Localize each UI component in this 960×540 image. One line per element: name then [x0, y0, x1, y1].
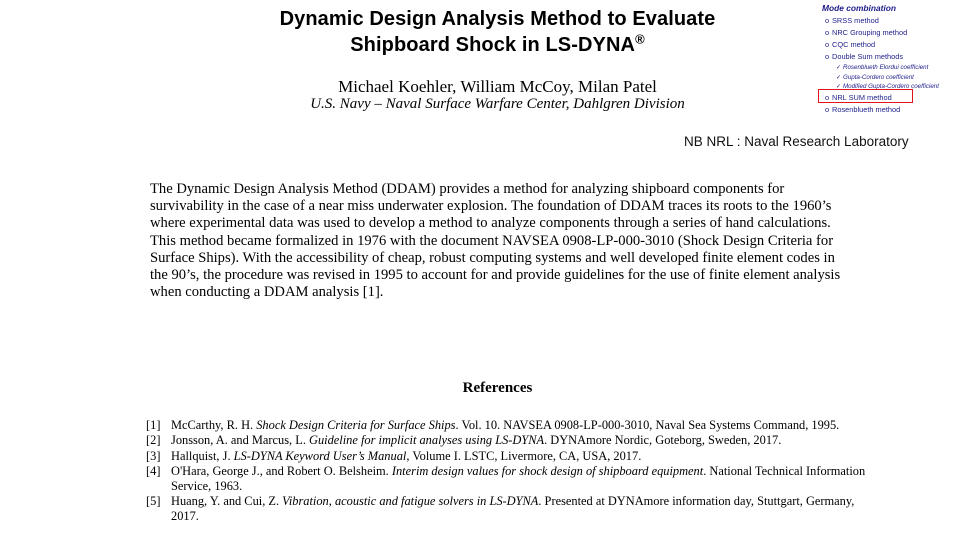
references-list	[146, 418, 866, 525]
mode-option-label: CQC method	[832, 40, 876, 49]
reference-item	[146, 494, 866, 524]
radio-icon: o	[825, 16, 830, 25]
affiliation: U.S. Navy – Naval Surface Warfare Center, Dahlgren Division	[310, 96, 685, 112]
radio-icon: o	[825, 104, 830, 114]
mode-option-double-sum[interactable]	[825, 51, 957, 63]
radio-icon: o	[825, 52, 830, 61]
reference-details: . National Technical Information Service, 1963.	[171, 464, 866, 493]
title-line-1: Dynamic Design Analysis Method to Evaluate	[279, 8, 716, 30]
reference-authors: Huang, Y. and Cui, Z.	[171, 494, 283, 509]
reference-text	[171, 449, 866, 464]
check-icon: ✓	[836, 73, 842, 81]
nrl-note: NB NRL : Naval Research Laboratory	[684, 134, 909, 149]
title-line-2-text: Shipboard Shock in LS-DYNA	[350, 34, 636, 56]
reference-item	[146, 449, 866, 464]
mode-suboption-rosenblueth-elordui[interactable]	[836, 63, 957, 73]
check-icon: ✓	[836, 64, 842, 71]
reference-text	[171, 418, 866, 433]
reference-number: [5]	[146, 494, 161, 509]
reference-number: [4]	[146, 464, 161, 479]
mode-option-label: Double Sum methods	[832, 52, 904, 61]
registered-mark: ®	[635, 31, 645, 47]
title-line-2	[200, 32, 795, 58]
mode-option-label: SRSS method	[832, 16, 879, 25]
reference-item	[146, 418, 866, 433]
mode-combination-title: Mode combination	[822, 3, 896, 13]
reference-title: Shock Design Criteria for Surface Ships	[256, 418, 456, 432]
radio-icon: o	[825, 92, 830, 102]
reference-title: LS-DYNA Keyword User’s Manual	[233, 448, 407, 463]
reference-authors: O'Hara, George J., and Robert O. Belsheim.	[171, 464, 392, 479]
reference-text	[171, 464, 866, 494]
references-heading: References	[462, 380, 533, 396]
reference-title: Guideline for implicit analyses using LS-DYNA	[309, 433, 545, 448]
reference-authors: McCarthy, R. H.	[171, 418, 257, 432]
mode-option-label: Rosenblueth method	[832, 104, 901, 114]
reference-details: . DYNAmore Nordic, Goteborg, Sweden, 2017.	[544, 433, 782, 448]
mode-option-rosenblueth[interactable]	[825, 104, 957, 116]
reference-details: , Volume I. LSTC, Livermore, CA, USA, 2017.	[406, 448, 642, 463]
nrl-sum-highlight-box	[818, 89, 913, 103]
mode-suboption-gupta-cordero[interactable]	[836, 73, 957, 83]
mode-option-cqc[interactable]	[825, 39, 957, 51]
check-icon: ✓	[836, 83, 842, 90]
reference-details: . Vol. 10. NAVSEA 0908-LP-000-3010, Naval Sea Systems Command, 1995.	[455, 418, 840, 432]
reference-item	[146, 464, 866, 494]
reference-authors: Hallquist, J.	[171, 448, 234, 463]
paper-title	[200, 6, 795, 58]
authors: Michael Koehler, William McCoy, Milan Patel	[338, 77, 657, 96]
mode-option-srss[interactable]	[825, 15, 957, 27]
abstract: The Dynamic Design Analysis Method (DDAM) provides a method for analyzing shipboard components for survivability in the case of a near miss underwater explosion. The foundation of DDAM traces its roots to the 1960’s where experimental data was used to develop a method to analyze components through a series of hand calculations. This method became formalized in 1976 with the document NAVSEA 0908-LP-000-3010 (Shock Design Criteria for Surface Ships). With the accessibility of cheap, robust computing systems and well developed finite element codes in the 90’s, the procedure was revised in 1995 to account for and provide guidelines for the use of finite element analysis when conducting a DDAM analysis [1].	[150, 181, 841, 301]
reference-title: Vibration, acoustic and fatigue solvers in LS-DYNA	[282, 494, 539, 509]
radio-icon: o	[825, 28, 830, 37]
reference-number: [3]	[146, 448, 161, 463]
mode-suboption-label: Rosenblueth Elordui coefficient	[843, 64, 929, 71]
reference-text	[171, 433, 866, 448]
mode-option-nrc-grouping[interactable]	[825, 27, 957, 39]
reference-text	[171, 494, 866, 524]
reference-title: Interim design values for shock design of shipboard equipment	[391, 464, 704, 479]
mode-suboption-label: Gupta-Cordero coefficient	[843, 73, 914, 81]
reference-number: [1]	[146, 418, 161, 432]
mode-option-label: NRL SUM method	[832, 92, 892, 102]
reference-authors: Jonsson, A. and Marcus, L.	[171, 433, 310, 448]
mode-suboption-label: Modified Gupta-Cordero coefficient	[843, 83, 939, 90]
radio-icon: o	[825, 40, 830, 49]
reference-details: . Presented at DYNAmore information day, Stuttgart, Germany, 2017.	[171, 494, 855, 524]
mode-option-label: NRC Grouping method	[832, 28, 908, 37]
reference-number: [2]	[146, 433, 161, 448]
reference-item	[146, 433, 866, 448]
